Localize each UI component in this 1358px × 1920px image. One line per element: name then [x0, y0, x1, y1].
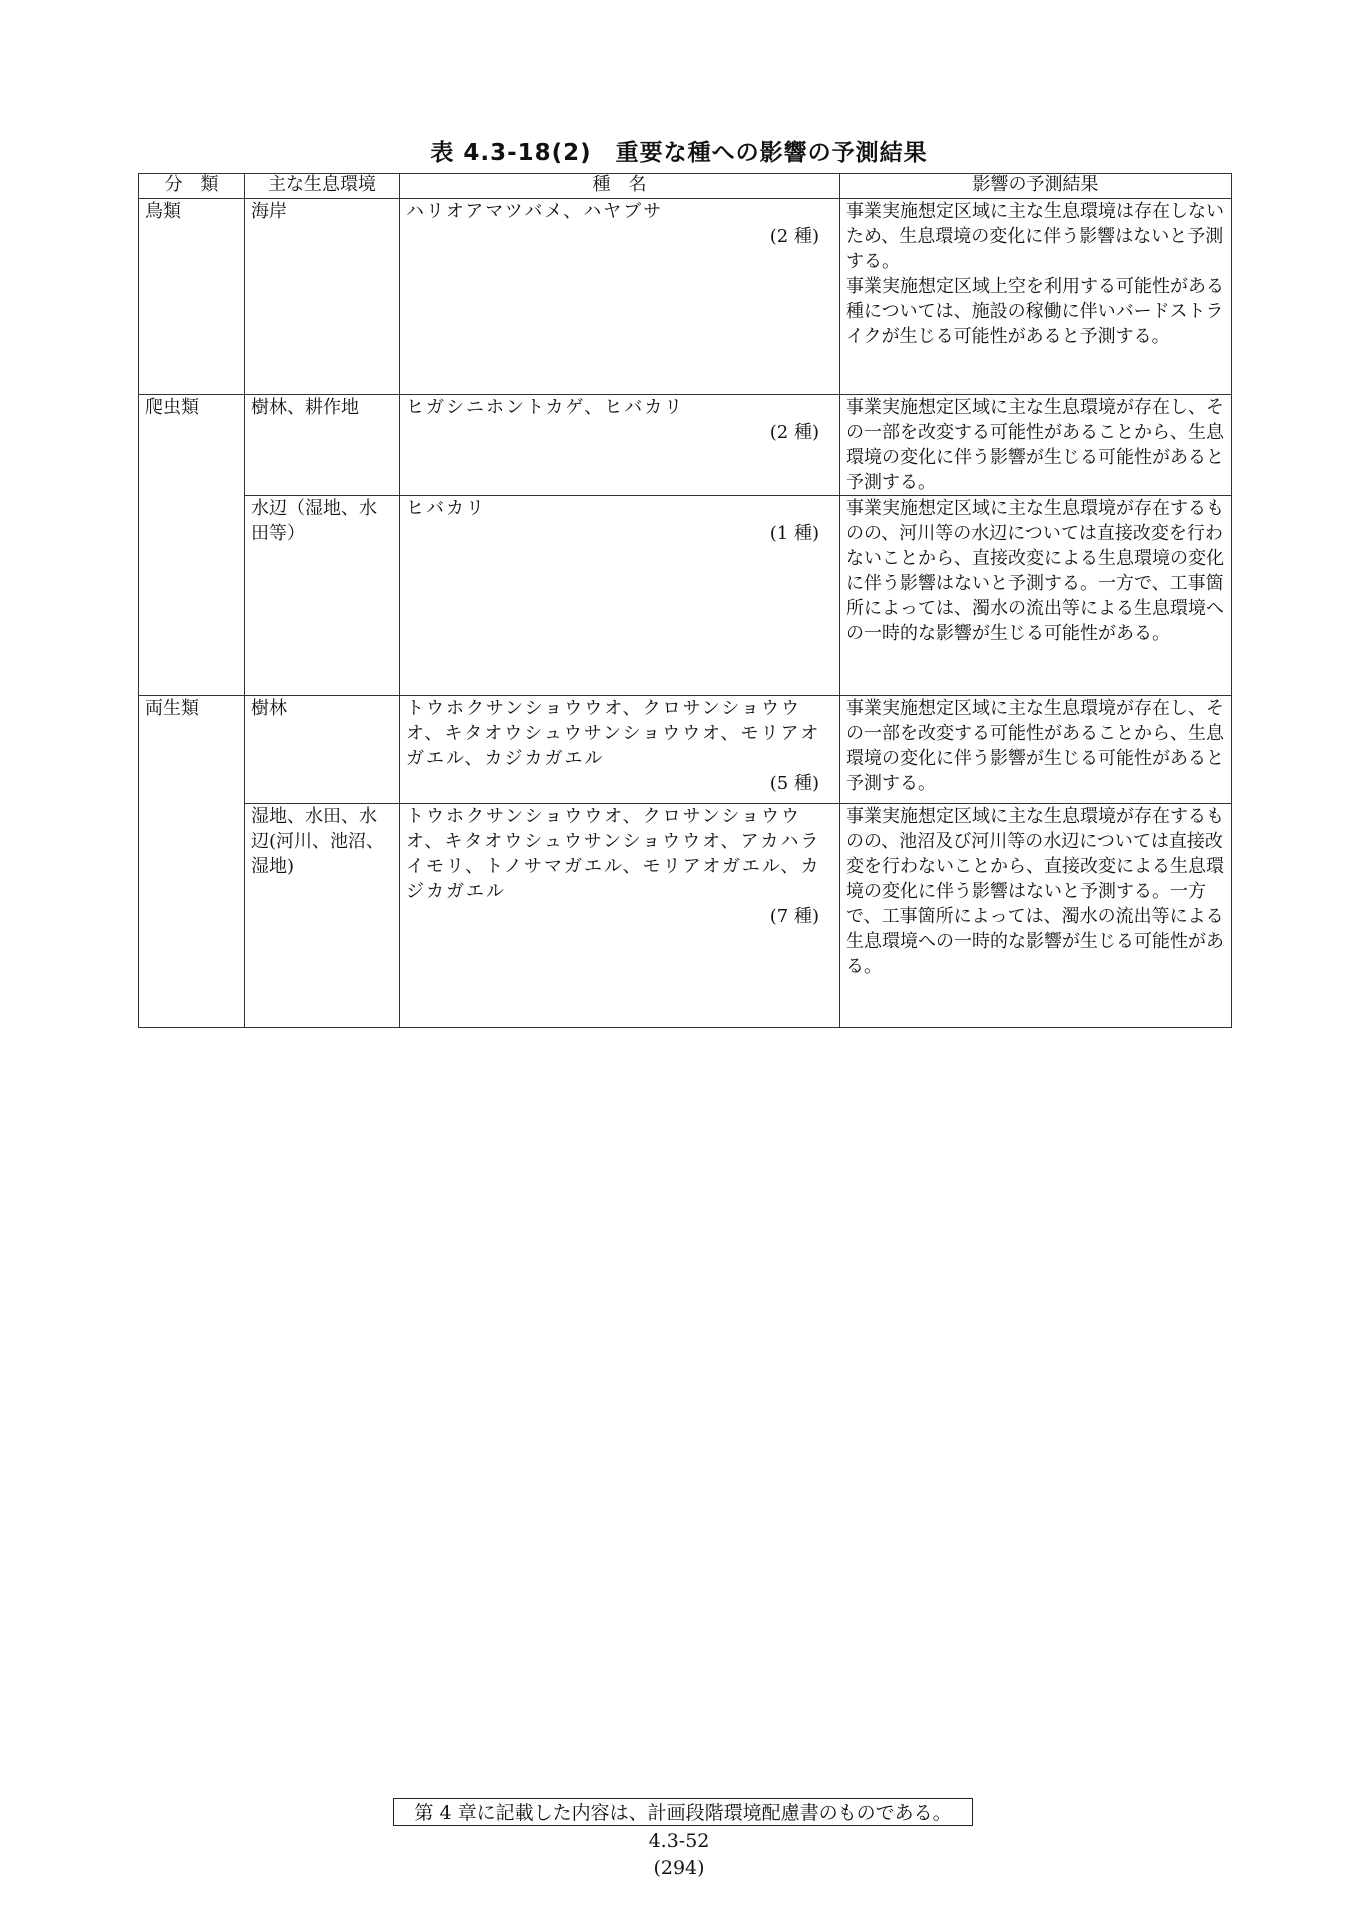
prediction-cell — [840, 199, 1232, 395]
species-cell — [400, 199, 840, 395]
page-sub-number: (294) — [653, 1857, 705, 1879]
table-row — [139, 496, 1232, 696]
prediction-cell — [840, 496, 1232, 696]
habitat-cell: 樹林 — [245, 696, 400, 804]
species-count: (5 種) — [769, 773, 819, 794]
species-cell — [400, 496, 840, 696]
page-number: 4.3-52 — [648, 1830, 710, 1852]
habitat-cell: 湿地、水田、水辺(河川、池沼、湿地) — [245, 804, 400, 1028]
species-list: ヒガシニホントカゲ、ヒバカリ — [406, 397, 685, 418]
habitat-cell: 海岸 — [245, 199, 400, 395]
prediction-text: 事業実施想定区域に主な生息環境が存在するものの、河川等の水辺については直接改変を行わないことから、直接改変による生息環境の変化に伴う影響はないと予測する。一方で、工事箇所によっては、濁水の流出等による生息環境への一時的な影響が生じる可能性がある。 — [846, 498, 1224, 644]
prediction-text: 事業実施想定区域に主な生息環境が存在し、その一部を改変する可能性があることから、生息環境の変化に伴う影響が生じる可能性があると予測する。 — [846, 698, 1224, 794]
species-count: (1 種) — [769, 523, 819, 544]
table-row — [139, 696, 1232, 804]
habitat-cell: 水辺（湿地、水田等） — [245, 496, 400, 696]
species-list: トウホクサンショウウオ、クロサンショウウオ、キタオウシュウサンショウウオ、モリアオガエル、カジカガエル — [406, 698, 821, 769]
species-count: (2 種) — [769, 422, 819, 443]
species-count: (2 種) — [769, 226, 819, 247]
table-row — [139, 804, 1232, 1028]
species-cell — [400, 696, 840, 804]
footer-note: 第 4 章に記載した内容は、計画段階環境配慮書のものである。 — [393, 1798, 973, 1826]
table-title: 表 4.3-18(2) 重要な種への影響の予測結果 — [430, 140, 928, 166]
header-habitat: 主な生息環境 — [245, 174, 400, 199]
species-cell — [400, 804, 840, 1028]
species-list: ハリオアマツバメ、ハヤブサ — [406, 201, 664, 222]
table-header-row — [139, 174, 1232, 199]
prediction-text: 事業実施想定区域に主な生息環境が存在し、その一部を改変する可能性があることから、生息環境の変化に伴う影響が生じる可能性があると予測する。 — [846, 397, 1224, 493]
species-list: トウホクサンショウウオ、クロサンショウウオ、キタオウシュウサンショウウオ、アカハライモリ、トノサマガエル、モリアオガエル、カジカガエル — [406, 806, 821, 902]
species-list: ヒバカリ — [406, 498, 486, 519]
prediction-table — [138, 173, 1232, 1028]
category-cell: 爬虫類 — [139, 395, 245, 696]
header-category: 分 類 — [139, 174, 245, 199]
header-species: 種 名 — [400, 174, 840, 199]
category-cell: 鳥類 — [139, 199, 245, 395]
species-count: (7 種) — [769, 906, 819, 927]
prediction-text: 事業実施想定区域上空を利用する可能性がある種については、施設の稼働に伴いバードストライクが生じる可能性があると予測する。 — [846, 276, 1224, 347]
prediction-cell — [840, 696, 1232, 804]
prediction-text: 事業実施想定区域に主な生息環境が存在するものの、池沼及び河川等の水辺については直接改変を行わないことから、直接改変による生息環境の変化に伴う影響はないと予測する。一方で、工事箇所によっては、濁水の流出等による生息環境への一時的な影響が生じる可能性がある。 — [846, 806, 1224, 977]
prediction-text: 事業実施想定区域に主な生息環境は存在しないため、生息環境の変化に伴う影響はないと予測する。 — [846, 201, 1224, 272]
habitat-cell: 樹林、耕作地 — [245, 395, 400, 496]
prediction-cell — [840, 804, 1232, 1028]
category-cell: 両生類 — [139, 696, 245, 1028]
table-row — [139, 199, 1232, 395]
header-prediction: 影響の予測結果 — [840, 174, 1232, 199]
species-cell — [400, 395, 840, 496]
prediction-cell — [840, 395, 1232, 496]
table-row — [139, 395, 1232, 496]
